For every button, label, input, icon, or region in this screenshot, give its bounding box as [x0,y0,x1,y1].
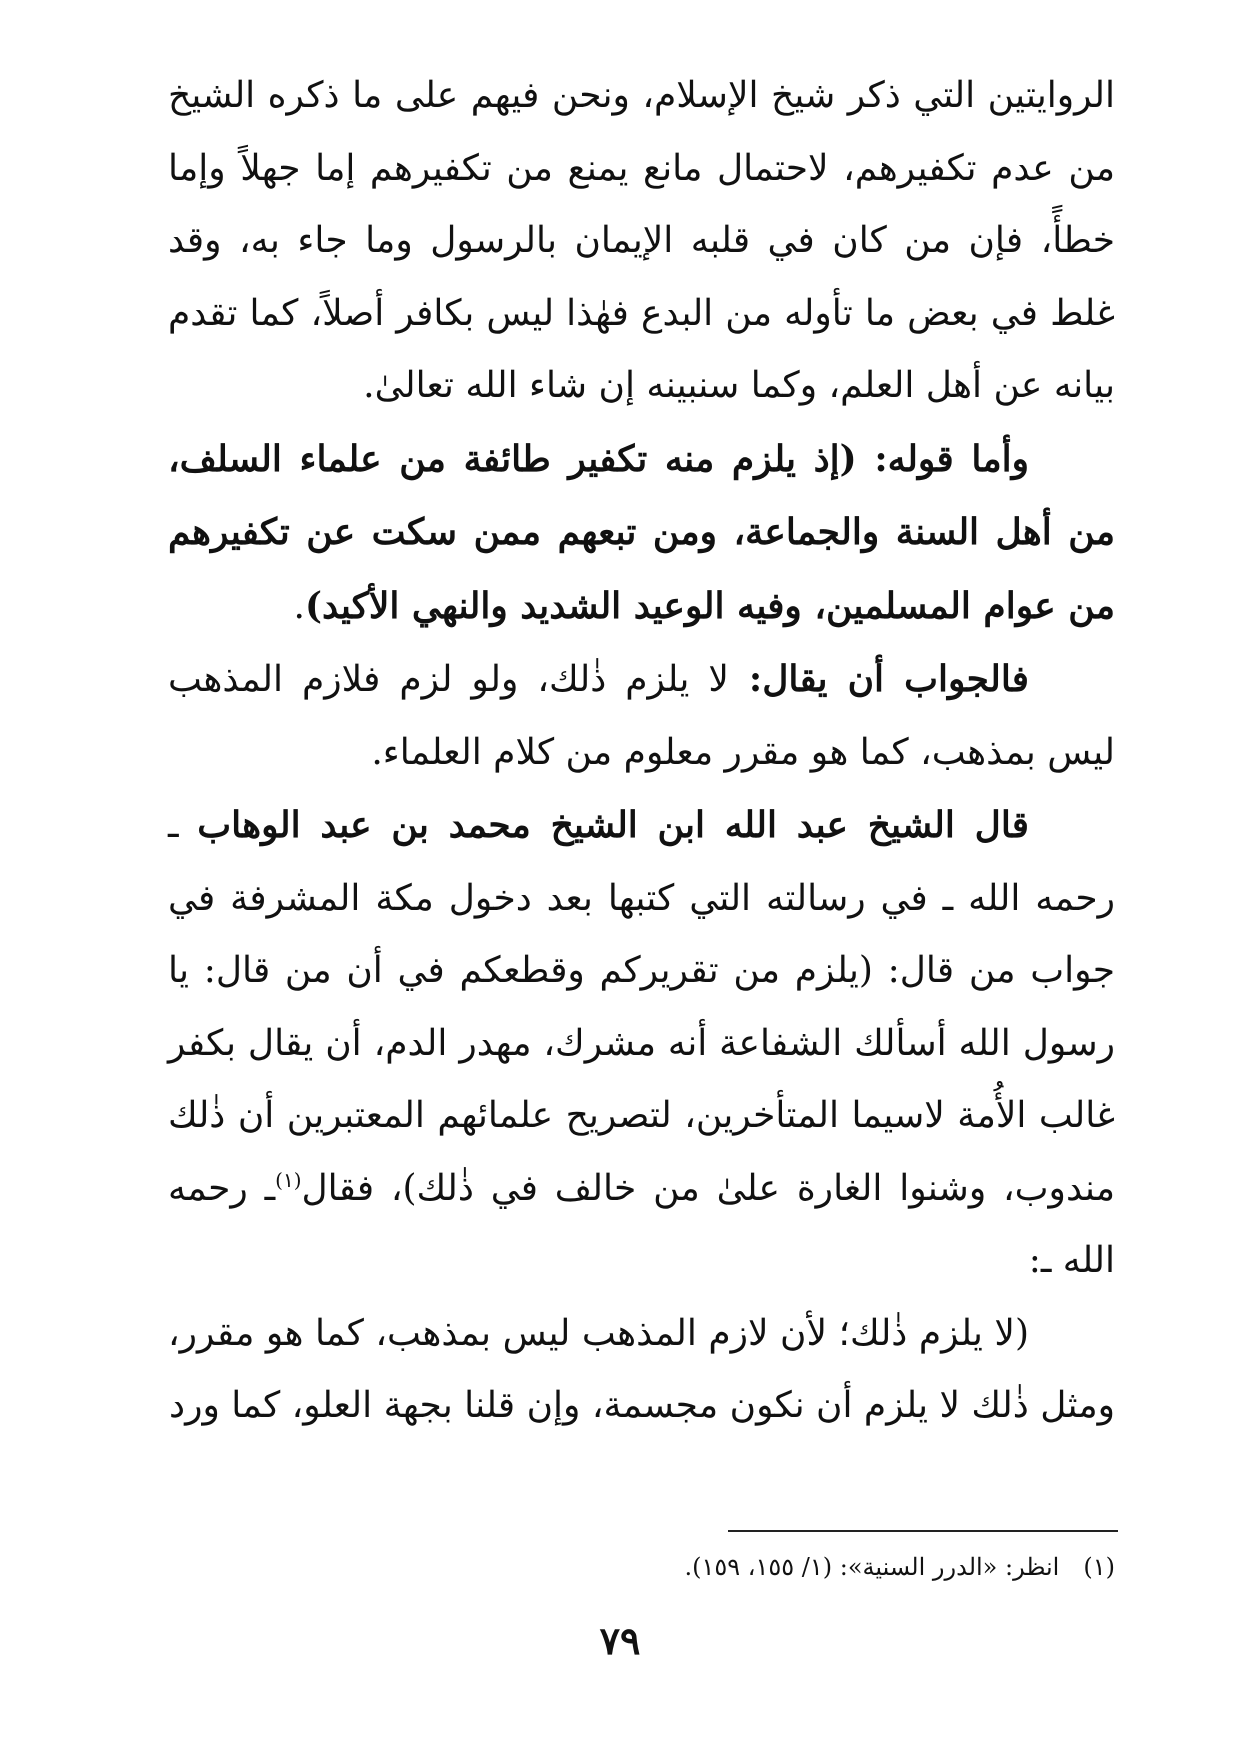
paragraph-3 [168,643,1115,789]
footnote-divider [728,1530,1118,1532]
answer-text: لا يلزم ذٰلك، ولو لزم فلازم المذهب ليس بمذهب، كما هو مقرر معلوم من كلام العلماء. [168,659,1115,773]
paragraph-1 [168,60,1115,423]
paragraph-2-lead: وأما قوله: [856,437,1029,480]
footnote-number: (١) [1083,1553,1115,1581]
paragraph-5-text: (لا يلزم ذٰلك؛ لأن لازم المذهب ليس بمذهب، كما هو مقرر، ومثل ذٰلك لا يلزم أن نكون مجسمة، وإن قلنا بجهة العلو، كما ورد [168,1312,1115,1426]
footnote [168,1547,1115,1587]
footnote-text: انظر: «الدرر السنية»: (١/ ١٥٥، ١٥٩). [684,1553,1060,1581]
scholar-name: قال الشيخ عبد الله ابن الشيخ محمد بن عبد الوهاب [197,804,1029,846]
main-text [168,60,1115,1443]
paragraph-4 [168,789,1115,1298]
paragraph-4-text: ـ رحمه الله ـ في رسالته التي كتبها بعد دخول مكة المشرفة في جواب من قال: (يلزم من تقريركم وقطعكم في أن من قال: يا رسول الله أسألك الشفاعة أنه مشرك، مهدر الدم، أن يقال بكفر غالب الأُمة لاسيما المتأخرين، لتصريح علمائهم المعتبرين أن ذٰلك مندوب، وشنوا الغارة علىٰ من خالف في ذٰلك)، فقال [168,805,1115,1209]
paragraph-2 [168,423,1115,644]
paragraph-4-end: ـ رحمه الله ـ: [168,1167,1115,1281]
paragraph-2-end: . [293,585,305,627]
footnote-reference: (١) [275,1167,302,1192]
page-number: ٧٩ [599,1618,641,1663]
quoted-objection: (إذ يلزم منه تكفير طائفة من علماء السلف، من أهل السنة والجماعة، ومن تبعهم ممن سكت عن تكفيرهم من عوام المسلمين، وفيه الوعيد الشديد والنهي الأكيد) [168,437,1115,627]
paragraph-1-text: الروايتين التي ذكر شيخ الإسلام، ونحن فيهم على ما ذكره الشيخ من عدم تكفيرهم، لاحتمال مانع يمنع من تكفيرهم إما جهلاً وإما خطأً، فإن من كان في قلبه الإيمان بالرسول وما جاء به، وقد غلط في بعض ما تأوله من البدع فهٰذا ليس بكافر أصلاً، كما تقدم بيانه عن أهل العلم، وكما سنبينه إن شاء الله تعالىٰ. [168,75,1115,406]
paragraph-5 [168,1298,1115,1443]
answer-lead: فالجواب أن يقال: [728,658,1029,700]
